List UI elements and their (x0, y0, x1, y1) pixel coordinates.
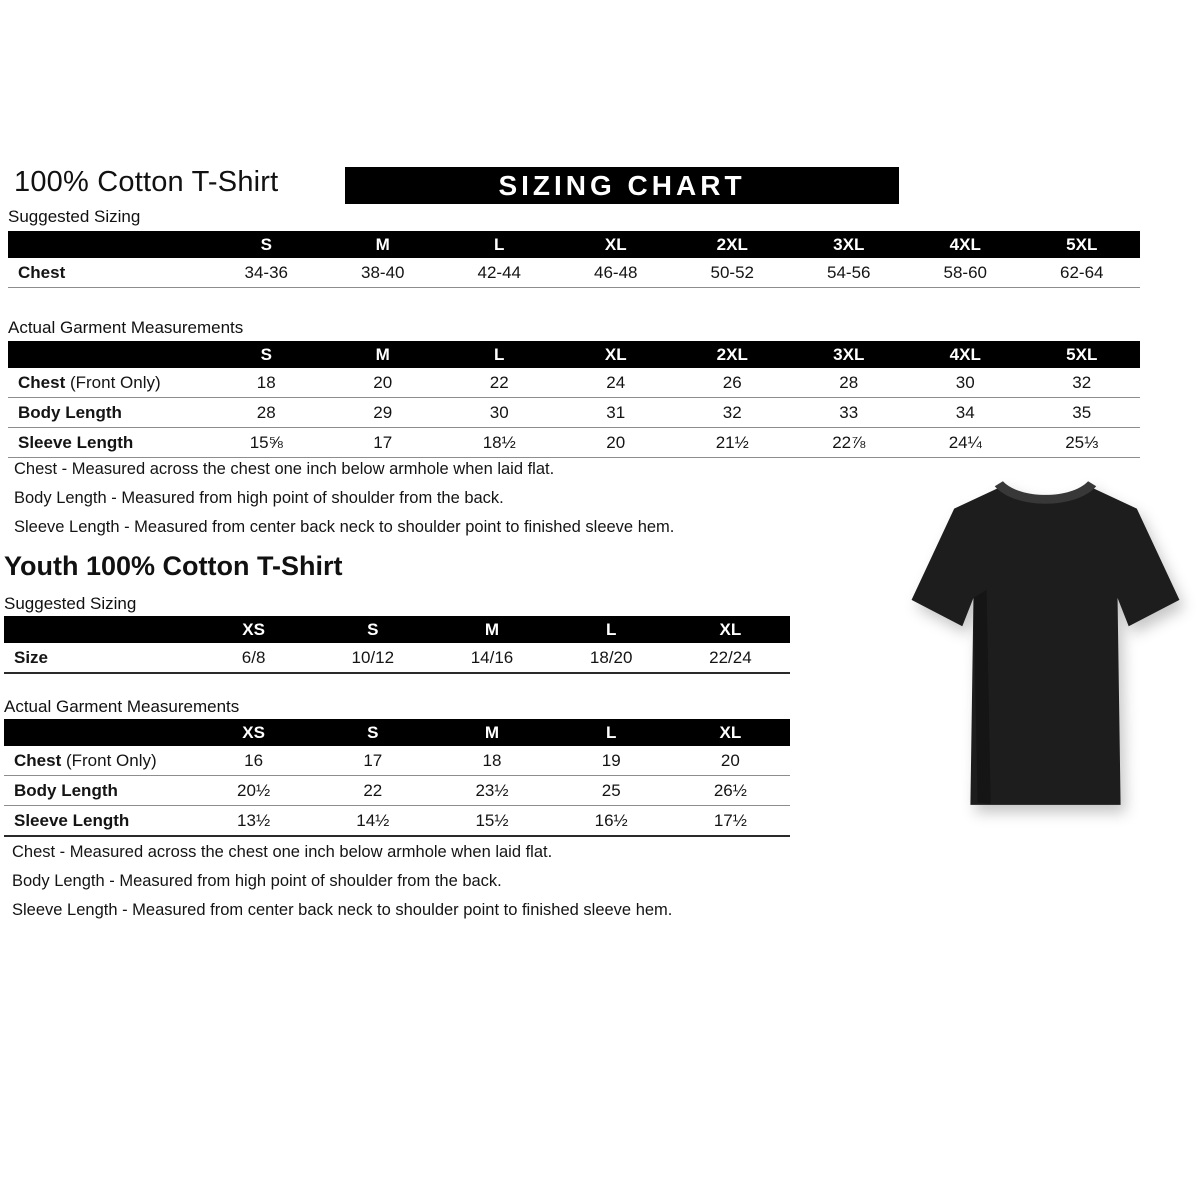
size-column-header: L (606, 723, 617, 742)
measurement-value: 17 (363, 751, 383, 770)
size-column-header: XL (719, 620, 742, 639)
size-column-header: L (494, 235, 505, 254)
measurement-value: 30 (489, 403, 509, 422)
size-column-header: S (367, 723, 379, 742)
measurement-value: 32 (722, 403, 742, 422)
measurement-value: 17½ (713, 811, 747, 830)
header-spacer-cell (8, 351, 208, 358)
measurement-value: 24 (606, 373, 626, 392)
row-label: Sleeve Length (18, 433, 134, 452)
size-column-header: M (375, 345, 390, 364)
size-column-header: XS (242, 620, 265, 639)
size-column-header: M (484, 620, 500, 639)
size-column-header: M (484, 723, 500, 742)
measurement-value: 17 (373, 433, 393, 452)
measurement-note: Sleeve Length - Measured from center back neck to shoulder point to finished sleeve hem. (12, 901, 673, 919)
youth-measurement-notes (12, 843, 832, 930)
measurement-value: 54-56 (827, 263, 871, 282)
tshirt-illustration (893, 468, 1198, 813)
measurement-value: 34 (955, 403, 975, 422)
size-column-header: S (367, 620, 379, 639)
header-spacer-cell (8, 241, 208, 248)
header-spacer-cell (4, 729, 194, 736)
adult-suggested-sizing-table (8, 231, 1140, 288)
table-row (4, 643, 790, 674)
table-row (4, 806, 790, 837)
measurement-value: 15⅝ (249, 433, 283, 452)
measurement-value: 26½ (713, 781, 747, 800)
adult-actual-measurements-table (8, 341, 1140, 458)
measurement-value: 14½ (356, 811, 390, 830)
youth-actual-measurements-label: Actual Garment Measurements (4, 697, 240, 716)
table-header-row (8, 231, 1140, 258)
measurement-value: 35 (1072, 403, 1092, 422)
adult-actual-measurements-label: Actual Garment Measurements (8, 318, 244, 337)
measurement-value: 26 (722, 373, 742, 392)
size-column-header: 4XL (949, 235, 981, 254)
size-column-header: 3XL (833, 235, 865, 254)
measurement-value: 6/8 (241, 648, 266, 667)
sizing-chart-banner: SIZING CHART (345, 167, 899, 204)
measurement-value: 32 (1072, 373, 1092, 392)
table-row (4, 746, 790, 776)
header-spacer-cell (4, 626, 194, 633)
measurement-value: 50-52 (710, 263, 754, 282)
measurement-value: 19 (601, 751, 621, 770)
size-column-header: XL (604, 235, 627, 254)
size-column-header: L (606, 620, 617, 639)
table-row (8, 398, 1140, 428)
measurement-value: 23½ (475, 781, 509, 800)
adult-suggested-sizing-label: Suggested Sizing (8, 207, 141, 226)
measurement-value: 58-60 (943, 263, 987, 282)
measurement-value: 34-36 (244, 263, 288, 282)
table-row (8, 428, 1140, 458)
size-column-header: 4XL (949, 345, 981, 364)
measurement-value: 29 (373, 403, 393, 422)
measurement-value: 46-48 (594, 263, 638, 282)
size-column-header: 5XL (1066, 235, 1098, 254)
measurement-value: 31 (606, 403, 626, 422)
size-column-header: XL (719, 723, 742, 742)
measurement-value: 30 (955, 373, 975, 392)
youth-section-title: Youth 100% Cotton T-Shirt (4, 551, 343, 581)
measurement-note: Chest - Measured across the chest one inch below armhole when laid flat. (14, 460, 555, 478)
size-column-header: S (260, 345, 272, 364)
row-label: Chest (18, 263, 66, 282)
youth-suggested-sizing-label: Suggested Sizing (4, 594, 137, 613)
size-column-header: M (375, 235, 390, 254)
measurement-value: 15½ (475, 811, 509, 830)
measurement-value: 25 (601, 781, 621, 800)
size-column-header: S (260, 235, 272, 254)
measurement-value: 20 (373, 373, 393, 392)
measurement-value: 22 (489, 373, 509, 392)
measurement-value: 10/12 (351, 648, 395, 667)
size-column-header: 3XL (833, 345, 865, 364)
measurement-value: 18/20 (589, 648, 633, 667)
table-row (8, 368, 1140, 398)
measurement-note: Sleeve Length - Measured from center back neck to shoulder point to finished sleeve hem. (14, 518, 675, 536)
measurement-value: 16½ (594, 811, 628, 830)
row-label: Body Length (18, 403, 122, 422)
measurement-value: 22/24 (709, 648, 752, 667)
table-header-row (4, 719, 790, 746)
youth-actual-measurements-table (4, 719, 790, 837)
measurement-value: 18 (482, 751, 502, 770)
table-row (8, 258, 1140, 288)
measurement-note: Chest - Measured across the chest one inch below armhole when laid flat. (12, 843, 553, 861)
measurement-value: 18½ (482, 433, 516, 452)
tshirt-body (912, 488, 1180, 805)
measurement-note: Body Length - Measured from high point of shoulder from the back. (12, 872, 502, 890)
size-column-header: XL (604, 345, 627, 364)
size-column-header: XS (242, 723, 265, 742)
row-label: Chest (Front Only) (14, 751, 157, 770)
row-label: Body Length (14, 781, 118, 800)
measurement-value: 14/16 (470, 648, 514, 667)
measurement-value: 21½ (715, 433, 749, 452)
adult-measurement-notes (14, 460, 834, 547)
measurement-value: 33 (839, 403, 859, 422)
measurement-value: 24¼ (948, 433, 982, 452)
measurement-value: 62-64 (1060, 263, 1104, 282)
measurement-value: 38-40 (361, 263, 405, 282)
measurement-value: 42-44 (477, 263, 521, 282)
measurement-value: 25⅓ (1065, 433, 1099, 452)
youth-suggested-sizing-table (4, 616, 790, 674)
measurement-value: 13½ (237, 811, 271, 830)
measurement-value: 18 (256, 373, 276, 392)
table-header-row (8, 341, 1140, 368)
row-label: Chest (Front Only) (18, 373, 161, 392)
table-row (4, 776, 790, 806)
measurement-value: 22 (363, 781, 383, 800)
row-label: Size (14, 648, 49, 667)
measurement-value: 20 (606, 433, 626, 452)
size-column-header: L (494, 345, 505, 364)
table-header-row (4, 616, 790, 643)
measurement-note: Body Length - Measured from high point of shoulder from the back. (14, 489, 504, 507)
measurement-value: 28 (839, 373, 859, 392)
measurement-value: 28 (256, 403, 276, 422)
measurement-value: 20 (720, 751, 740, 770)
measurement-value: 16 (244, 751, 264, 770)
row-label: Sleeve Length (14, 811, 130, 830)
tshirt-product-image (893, 468, 1198, 813)
size-column-header: 5XL (1066, 345, 1098, 364)
size-column-header: 2XL (716, 345, 748, 364)
measurement-value: 22⅞ (832, 433, 866, 452)
page-title: 100% Cotton T-Shirt (14, 166, 279, 198)
measurement-value: 20½ (237, 781, 271, 800)
size-column-header: 2XL (716, 235, 748, 254)
